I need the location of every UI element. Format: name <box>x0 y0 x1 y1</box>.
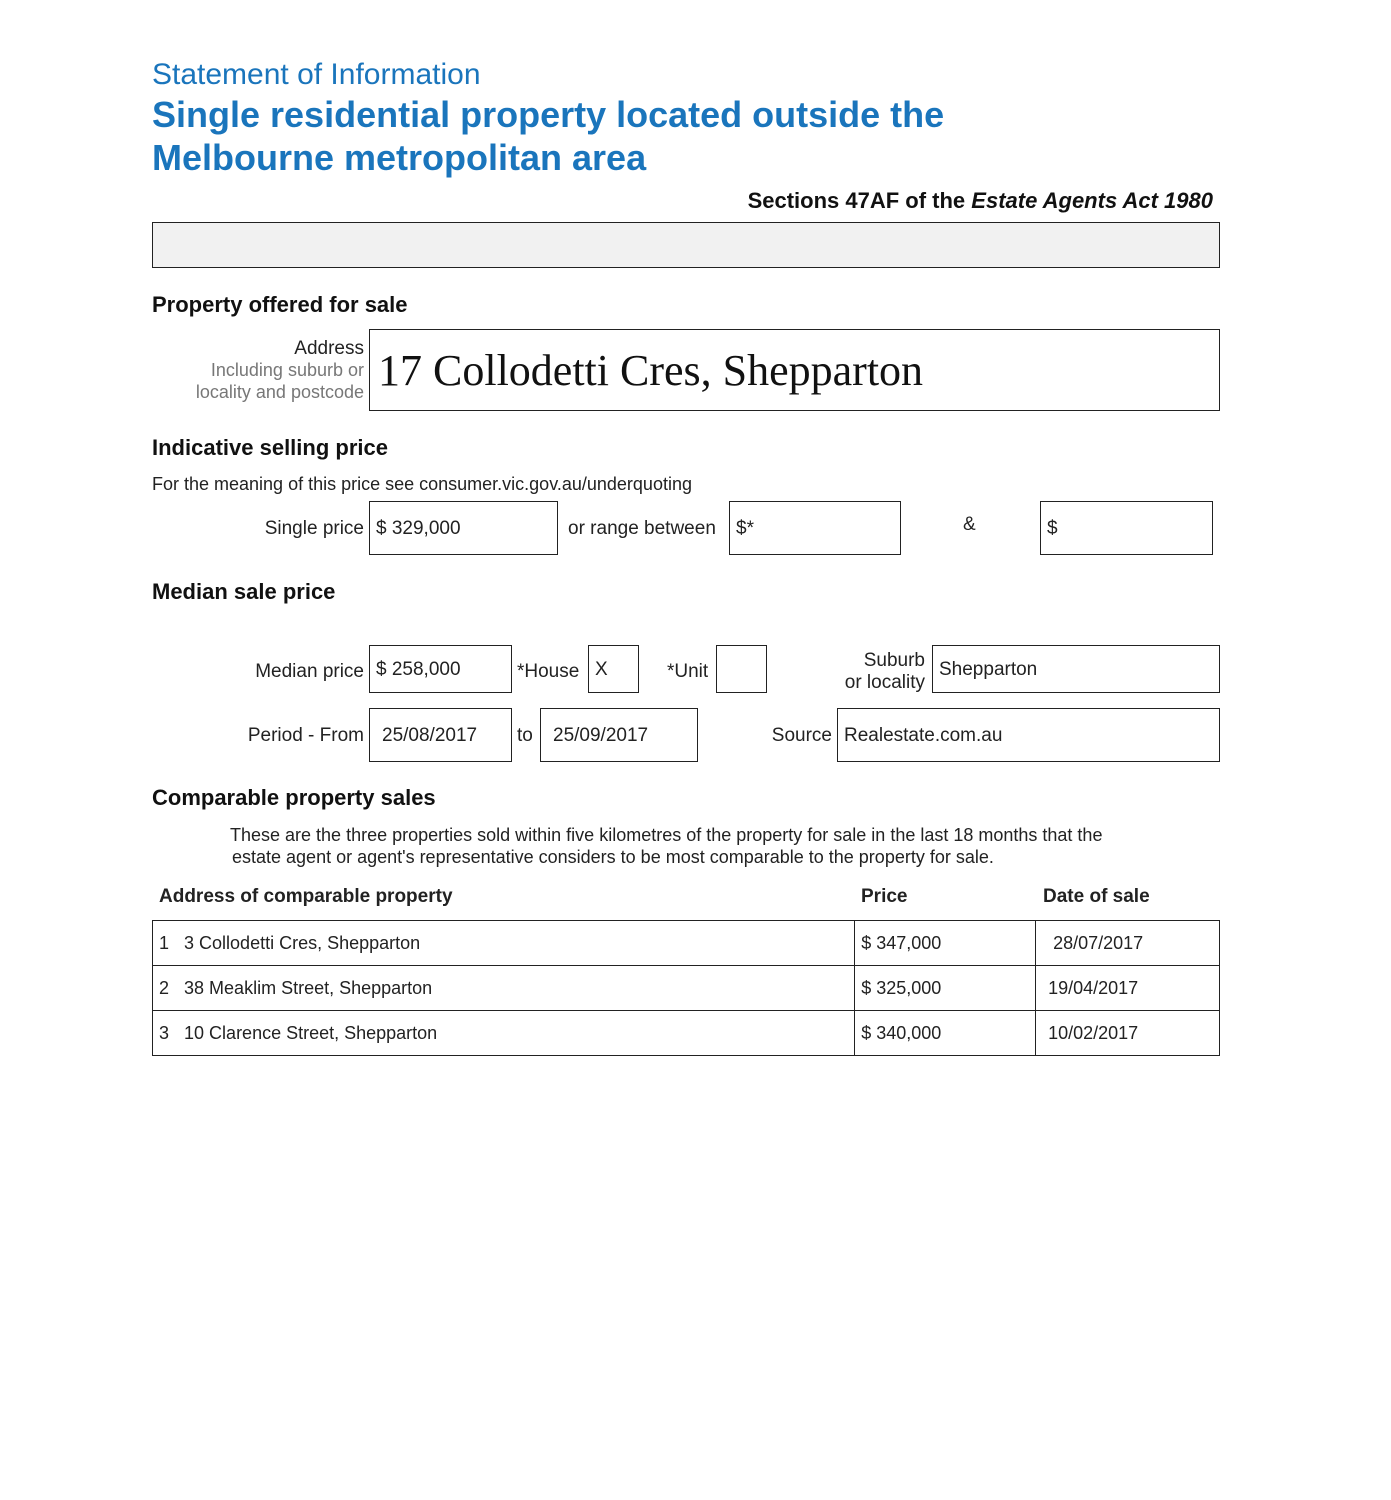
unit-checkbox[interactable] <box>716 645 767 693</box>
house-label: *House <box>517 661 580 682</box>
date-cell[interactable]: 19/04/2017 <box>1036 966 1220 1011</box>
period-to-value: 25/09/2017 <box>553 724 649 746</box>
address-hint-2: locality and postcode <box>195 382 364 402</box>
period-to-field[interactable] <box>540 708 698 762</box>
address-cell[interactable] <box>153 1011 855 1056</box>
period-from-value: 25/08/2017 <box>382 724 478 746</box>
source-value: Realestate.com.au <box>844 724 1003 746</box>
address-cell[interactable] <box>153 921 855 966</box>
blank-banner <box>152 222 1220 268</box>
single-price-label: Single price <box>264 518 364 539</box>
address-field[interactable] <box>369 329 1220 411</box>
range-ampersand: & <box>963 514 976 535</box>
source-label: Source <box>771 725 832 746</box>
single-price-value: $ 329,000 <box>376 517 461 539</box>
row-address: 38 Meaklim Street, Shepparton <box>184 977 433 998</box>
document-title-line2: Melbourne metropolitan area <box>152 137 647 178</box>
house-value: X <box>595 658 608 680</box>
price-cell[interactable]: $ 340,000 <box>855 1011 1036 1056</box>
address-cell[interactable] <box>153 966 855 1011</box>
col-header-date: Date of sale <box>1043 886 1150 907</box>
comparable-description-2: estate agent or agent's representative considers to be most comparable to the property for sale. <box>232 847 994 867</box>
document-subtitle: Statement of Information <box>152 58 481 91</box>
period-from-label: Period - From <box>247 725 364 746</box>
unit-label: *Unit <box>667 661 709 682</box>
median-price-field[interactable] <box>369 645 512 693</box>
col-header-price: Price <box>861 886 908 907</box>
source-field[interactable] <box>837 708 1220 762</box>
document-title-line1: Single residential property located outside the <box>152 94 945 135</box>
median-heading: Median sale price <box>152 579 336 604</box>
unit-value <box>717 646 766 692</box>
price-cell[interactable]: $ 347,000 <box>855 921 1036 966</box>
row-number: 1 <box>159 932 170 953</box>
row-number: 2 <box>159 977 170 998</box>
suburb-value: Shepparton <box>939 658 1038 680</box>
price-cell[interactable]: $ 325,000 <box>855 966 1036 1011</box>
address-label: Address <box>294 338 364 359</box>
range-to-field[interactable] <box>1040 501 1213 555</box>
table-row <box>153 921 1220 966</box>
range-from-field[interactable] <box>729 501 901 555</box>
address-value: 17 Collodetti Cres, Shepparton <box>378 346 924 395</box>
house-checkbox[interactable] <box>588 645 639 693</box>
range-from-value: $* <box>736 517 754 539</box>
col-header-address: Address of comparable property <box>159 886 453 907</box>
range-to-value: $ <box>1047 517 1058 539</box>
single-price-field[interactable] <box>369 501 558 555</box>
address-hint-1: Including suburb or <box>210 360 364 380</box>
table-row <box>153 966 1220 1011</box>
table-row <box>153 1011 1220 1056</box>
median-price-value: $ 258,000 <box>376 658 461 680</box>
property-heading: Property offered for sale <box>152 292 408 317</box>
sections-prefix: Sections 47AF of the <box>747 188 972 213</box>
row-address: 10 Clarence Street, Shepparton <box>184 1022 438 1043</box>
suburb-field[interactable] <box>932 645 1220 693</box>
act-name: Estate Agents Act 1980 <box>971 188 1213 213</box>
sections-reference <box>748 188 1213 214</box>
suburb-label-1: Suburb <box>863 650 925 671</box>
period-from-field[interactable] <box>369 708 512 762</box>
median-price-label: Median price <box>255 661 364 682</box>
indicative-heading: Indicative selling price <box>152 435 388 460</box>
comparable-heading: Comparable property sales <box>152 785 436 810</box>
date-cell[interactable]: 10/02/2017 <box>1036 1011 1220 1056</box>
comparable-sales-table <box>152 920 1220 1056</box>
row-address: 3 Collodetti Cres, Shepparton <box>184 932 421 953</box>
comparable-description-1: These are the three properties sold within five kilometres of the property for sale in the last 18 months that the <box>230 825 1103 845</box>
date-cell[interactable]: 28/07/2017 <box>1036 921 1220 966</box>
underquoting-note: For the meaning of this price see consumer.vic.gov.au/underquoting <box>152 474 692 494</box>
range-label: or range between <box>568 518 716 539</box>
suburb-label-2: or locality <box>844 672 925 693</box>
period-to-label: to <box>517 725 533 746</box>
row-number: 3 <box>159 1022 170 1043</box>
